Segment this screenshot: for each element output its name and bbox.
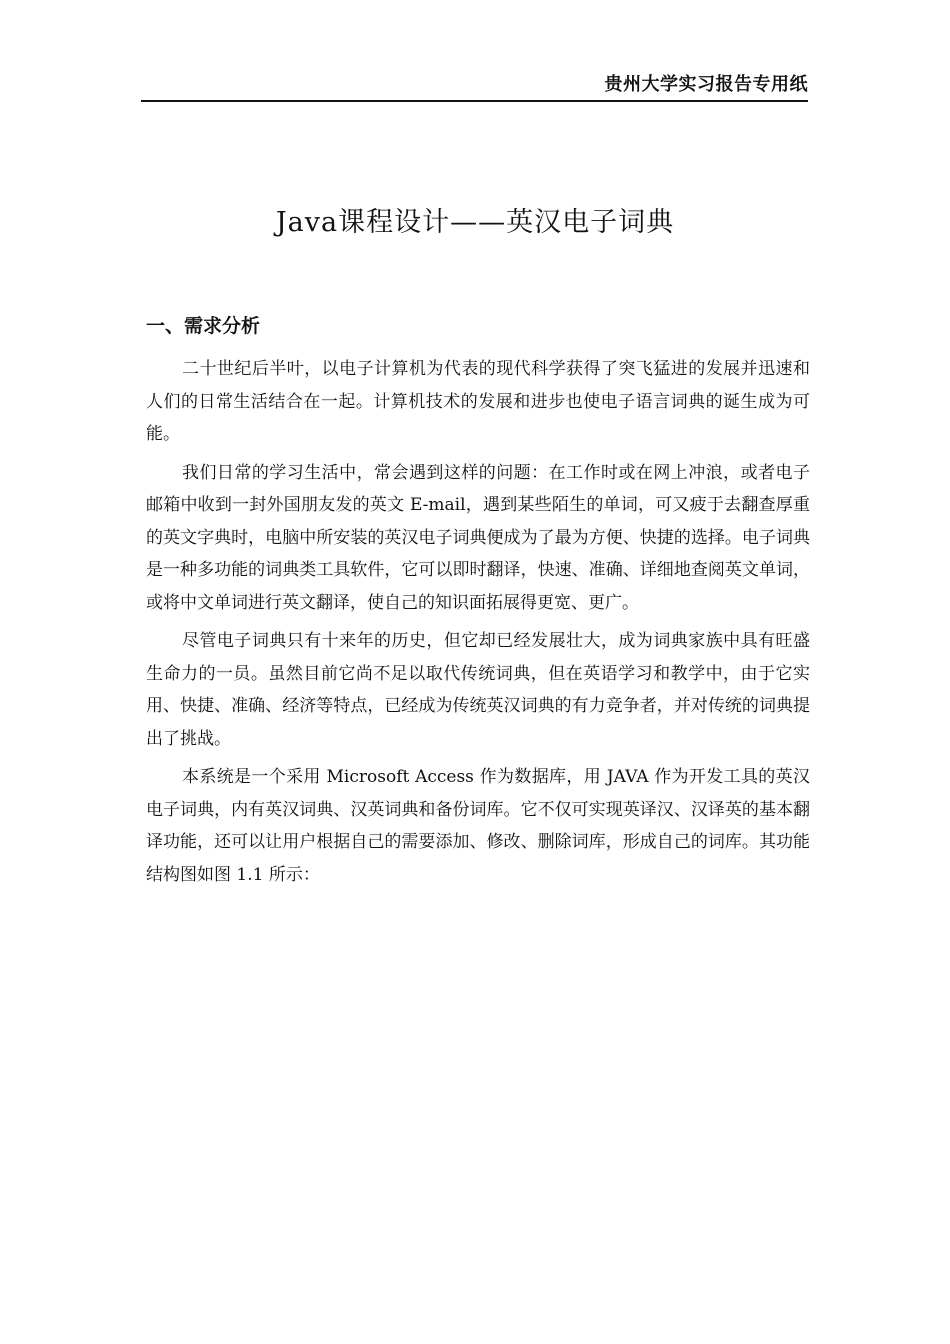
header-text: 贵州大学实习报告专用纸 xyxy=(604,74,808,95)
document-title: Java课程设计——英汉电子词典 xyxy=(275,207,675,238)
section-heading: 一、需求分析 xyxy=(146,315,261,337)
body-text xyxy=(146,353,810,897)
paragraph: 本系统是一个采用 Microsoft Access 作为数据库，用 JAVA 作为开发工具的英汉电子词典，内有英汉词典、汉英词典和备份词库。它不仅可实现英译汉、汉译英的基本翻译功能，还可以让用户根据自己的需要添加、修改、删除词库，形成自己的词库。其功能结构图如图 1.1 所示： xyxy=(146,767,810,885)
page-header xyxy=(141,64,808,102)
paragraph: 我们日常的学习生活中，常会遇到这样的问题：在工作时或在网上冲浪，或者电子邮箱中收到一封外国朋友发的英文 E-mail，遇到某些陌生的单词，可又疲于去翻查厚重的英文字典时，电脑中所安装的英汉电子词典便成为了最为方便、快捷的选择。电子词典是一种多功能的词典类工具软件，它可以即时翻译，快速、准确、详细地查阅英文单词，或将中文单词进行英文翻译，使自己的知识面拓展得更宽、更广。 xyxy=(146,462,810,613)
paragraph: 尽管电子词典只有十来年的历史，但它却已经发展壮大，成为词典家族中具有旺盛生命力的一员。虽然目前它尚不足以取代传统词典，但在英语学习和教学中，由于它实用、快捷、准确、经济等特点，已经成为传统英汉词典的有力竞争者，并对传统的词典提出了挑战。 xyxy=(146,631,810,749)
paragraph: 二十世纪后半叶，以电子计算机为代表的现代科学获得了突飞猛进的发展并迅速和人们的日常生活结合在一起。计算机技术的发展和进步也使电子语言词典的诞生成为可能。 xyxy=(146,359,810,444)
